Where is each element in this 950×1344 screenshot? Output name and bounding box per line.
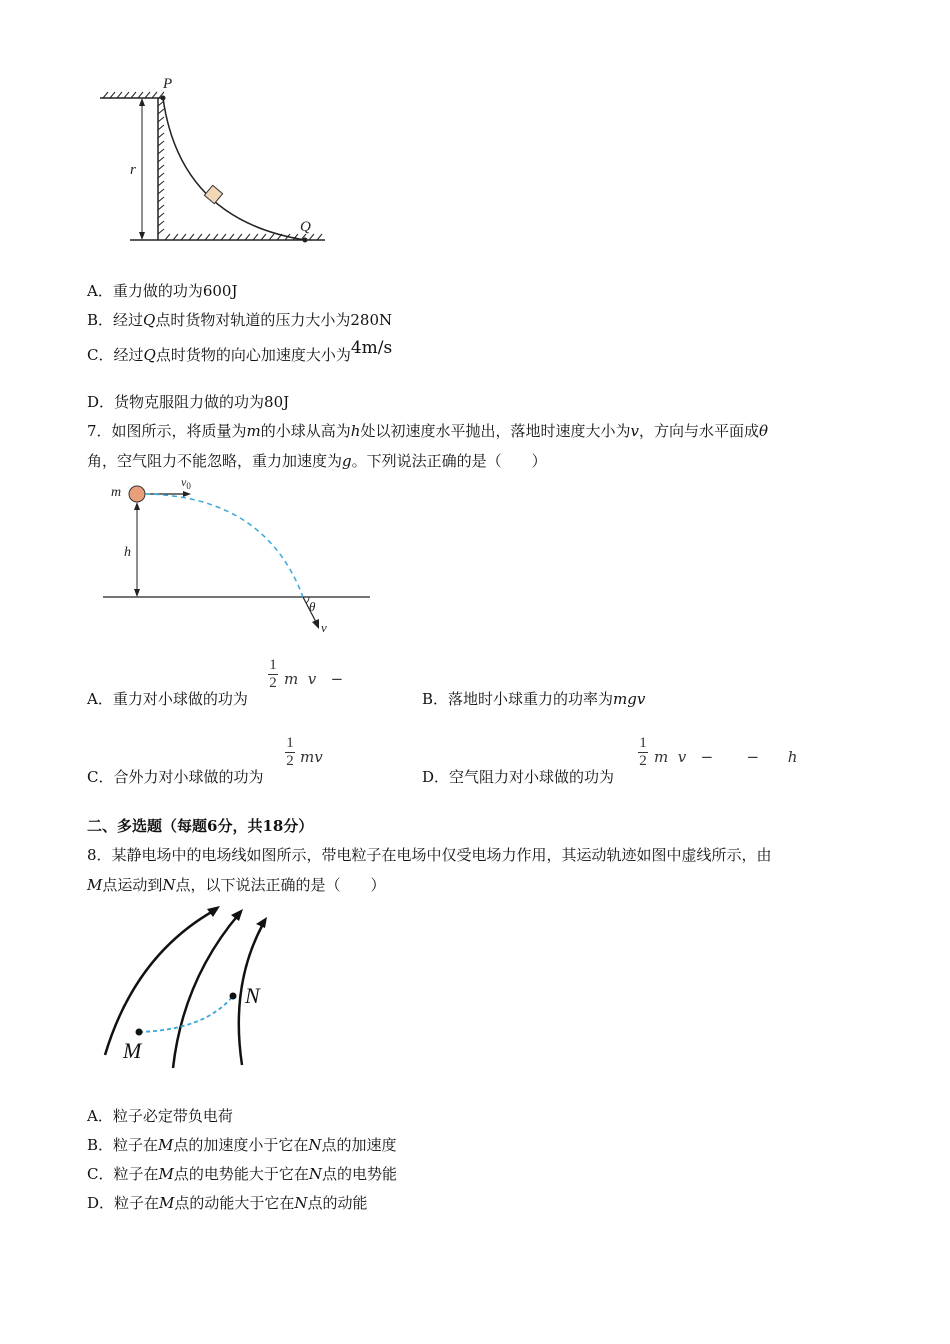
trajectory-dashed xyxy=(145,494,303,597)
option-letter: C． xyxy=(87,346,114,364)
point-n xyxy=(230,993,237,1000)
option-letter: D． xyxy=(87,1194,115,1212)
option-text: 重力做的功为600J xyxy=(112,282,238,300)
option-text: 点的加速度 xyxy=(321,1136,397,1154)
label-n: N xyxy=(245,983,260,1008)
expr-minus: − xyxy=(746,748,760,766)
fraction-numerator: 1 xyxy=(269,657,277,673)
q7-c-tail xyxy=(300,748,323,766)
option-text: 点时货物的向心加速度大小为 xyxy=(155,346,351,364)
expr-v: v xyxy=(677,748,687,766)
option-letter: B． xyxy=(422,690,449,708)
option-letter: C． xyxy=(87,768,114,786)
option-text: 点的动能 xyxy=(307,1194,368,1212)
ball xyxy=(129,486,145,502)
wall-hatch xyxy=(158,101,164,234)
var-v: v xyxy=(630,422,639,440)
fraction-numerator: 1 xyxy=(286,735,294,751)
var-g: g xyxy=(342,452,352,470)
stem-text: 点，以下说法正确的是（ ） xyxy=(175,876,386,894)
expr-mv: mv xyxy=(300,748,323,766)
option-text: 点的电势能大于它在 xyxy=(173,1165,309,1183)
section-title: 二、多选题（每题6分，共18分） xyxy=(87,817,314,835)
track-curve xyxy=(163,98,305,240)
option-letter: D． xyxy=(87,393,115,411)
accel-value: 4m/s xyxy=(350,338,393,358)
option-text: 点的动能大于它在 xyxy=(174,1194,295,1212)
stem-text: 处以初速度水平抛出，落地时速度大小为 xyxy=(360,422,631,440)
fraction-denominator: 2 xyxy=(286,753,294,769)
stem-text: 7．如图所示，将质量为 xyxy=(87,422,247,440)
fraction-denominator: 2 xyxy=(639,753,647,769)
expr-h: h xyxy=(787,748,798,766)
expr-mgv: mgv xyxy=(613,690,646,708)
expr-m: m xyxy=(654,748,669,766)
option-text: 点的电势能 xyxy=(322,1165,398,1183)
q8-stem-line2 xyxy=(87,874,386,895)
q6-option-a xyxy=(87,280,238,301)
q7-a-tail xyxy=(284,670,343,688)
field-lines-figure xyxy=(95,900,295,1070)
option-letter: B． xyxy=(87,1136,114,1154)
q6-option-b xyxy=(87,309,392,330)
option-text: 点时货物对轨道的压力大小为280N xyxy=(155,311,393,329)
var-m: M xyxy=(158,1136,174,1154)
fraction-denominator: 2 xyxy=(269,675,277,691)
q7-option-c xyxy=(87,766,264,787)
q8-option-c xyxy=(87,1163,397,1184)
label-r: r xyxy=(130,162,136,178)
cargo-box xyxy=(204,185,222,203)
q8-stem-line1: 8．某静电场中的电场线如图所示，带电粒子在电场中仅受电场力作用，其运动轨迹如图中虚线所示，由 xyxy=(87,846,772,864)
track-figure xyxy=(95,70,335,255)
expr-minus: − xyxy=(700,748,714,766)
var-m: M xyxy=(87,876,103,894)
expr-v: v xyxy=(307,670,317,688)
var-q: Q xyxy=(143,311,156,329)
point-m xyxy=(136,1029,143,1036)
var-m: M xyxy=(159,1194,175,1212)
q8-option-b xyxy=(87,1134,397,1155)
expr-m: m xyxy=(284,670,299,688)
option-text: 货物克服阻力做的功为80J xyxy=(114,393,290,411)
label-theta: θ xyxy=(309,599,316,614)
q7-d-fraction xyxy=(638,735,648,770)
label-p: P xyxy=(163,76,173,92)
var-h: h xyxy=(350,422,361,440)
var-n: N xyxy=(308,1136,322,1154)
option-text: 空气阻力对小球做的功为 xyxy=(449,768,615,786)
var-q: Q xyxy=(143,346,156,364)
option-text: 重力对小球做的功为 xyxy=(112,690,248,708)
option-text: 合外力对小球做的功为 xyxy=(113,768,264,786)
ceiling-hatch xyxy=(103,92,164,98)
var-n: N xyxy=(294,1194,308,1212)
field-line-1 xyxy=(105,910,215,1055)
stem-text: 。下列说法正确的是（ ） xyxy=(351,452,547,470)
option-text: 落地时小球重力的功率为 xyxy=(448,690,614,708)
q7-a-fraction xyxy=(268,657,278,692)
q7-option-b xyxy=(422,688,645,709)
projectile-figure xyxy=(95,474,385,644)
label-h: h xyxy=(124,545,131,560)
option-text: 经过 xyxy=(113,346,144,364)
option-letter: A． xyxy=(87,690,113,708)
q7-d-tail xyxy=(654,748,797,766)
option-text: 粒子在 xyxy=(114,1194,160,1212)
stem-text: 点运动到 xyxy=(102,876,163,894)
option-letter: A． xyxy=(87,1107,113,1125)
stem-text: 的小球从高为 xyxy=(260,422,351,440)
stem-text: 角，空气阻力不能忽略，重力加速度为 xyxy=(87,452,343,470)
label-q: Q xyxy=(300,219,311,235)
q7-stem-line2 xyxy=(87,450,547,471)
label-m: m xyxy=(111,485,122,500)
q7-stem-line1 xyxy=(87,420,768,441)
option-text: 点的加速度小于它在 xyxy=(173,1136,309,1154)
option-text: 粒子在 xyxy=(113,1165,159,1183)
option-text: 粒子必定带负电荷 xyxy=(112,1107,233,1125)
option-letter: C． xyxy=(87,1165,114,1183)
stem-text: ，方向与水平面成 xyxy=(638,422,759,440)
q6-option-c xyxy=(87,338,393,365)
option-text: 经过 xyxy=(113,311,144,329)
var-m: M xyxy=(158,1165,174,1183)
label-m: M xyxy=(123,1038,142,1063)
label-v: v xyxy=(321,620,327,635)
expr-minus: − xyxy=(330,670,344,688)
var-m: m xyxy=(246,422,261,440)
option-letter: A． xyxy=(87,282,113,300)
q7-option-a xyxy=(87,688,248,709)
point-p xyxy=(161,96,166,101)
var-n: N xyxy=(308,1165,322,1183)
option-text: 粒子在 xyxy=(113,1136,159,1154)
var-theta: θ xyxy=(758,422,769,440)
q8-option-a xyxy=(87,1105,233,1126)
label-v0: $v_0$ xyxy=(181,475,191,491)
fraction-numerator: 1 xyxy=(639,735,647,751)
q6-option-d xyxy=(87,391,289,412)
var-n: N xyxy=(162,876,176,894)
q7-c-fraction xyxy=(285,735,295,770)
q7-option-d xyxy=(422,766,614,787)
option-letter: B． xyxy=(87,311,114,329)
point-q xyxy=(303,238,308,243)
trajectory-dashed xyxy=(139,996,233,1032)
q8-option-d xyxy=(87,1192,368,1213)
option-letter: D． xyxy=(422,768,450,786)
field-line-2 xyxy=(173,914,239,1068)
